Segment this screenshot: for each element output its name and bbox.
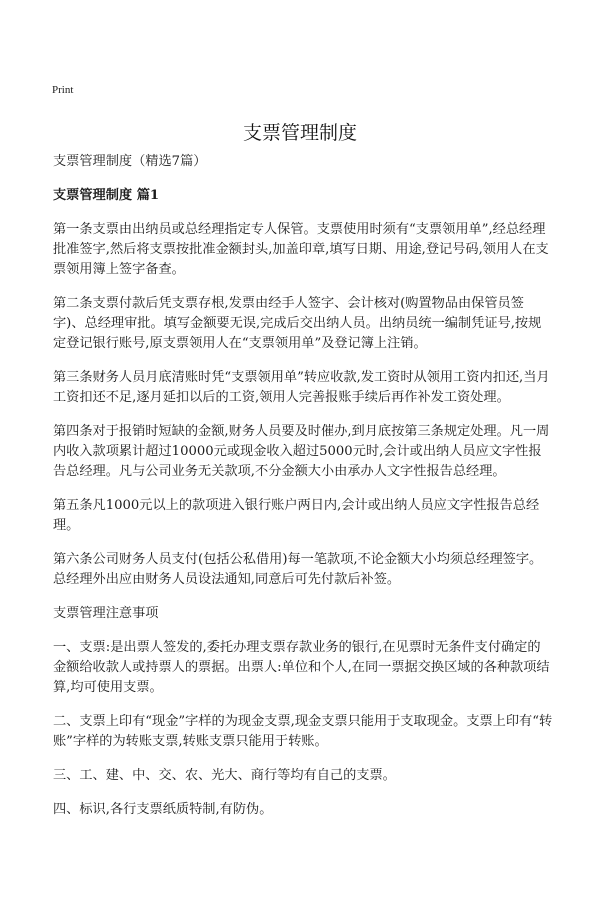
article-paragraph-4: 第四条对于报销时短缺的金额,财务人员要及时催办,到月底按第三条规定处理。凡一周内收入款项累计超过10000元或现金收入超过5000元时,会计或出纳人员应文字性报告总经理。凡与公司业务无关款项,不分金额大小由承办人文字性报告总经理。 bbox=[53, 424, 550, 479]
print-link[interactable]: Print bbox=[52, 84, 74, 96]
note-paragraph-3: 三、工、建、中、交、农、光大、商行等均有自己的支票。 bbox=[53, 768, 396, 783]
article-paragraph-5: 第五条凡1000元以上的款项进入银行账户两日内,会计或出纳人员应文字性报告总经理。 bbox=[53, 498, 540, 533]
document-subtitle: 支票管理制度（精选7篇） bbox=[53, 154, 207, 169]
note-paragraph-4: 四、标识,各行支票纸质特制,有防伪。 bbox=[53, 802, 273, 817]
note-paragraph-1: 一、支票:是出票人签发的,委托办理支票存款业务的银行,在见票时无条件支付确定的金额给收款人或持票人的票据。出票人:单位和个人,在同一票据交换区域的各种款项结算,均可使用支票。 bbox=[53, 640, 550, 695]
article-paragraph-2: 第二条支票付款后凭支票存根,发票由经手人签字、会计核对(购置物品由保管员签字)、总经理审批。填写金额要无误,完成后交出纳人员。出纳员统一编制凭证号,按规定登记银行账号,原支票领用人在“支票领用单”及登记簿上注销。 bbox=[53, 296, 542, 351]
document-body bbox=[53, 152, 553, 834]
article-paragraph-3: 第三条财务人员月底清账时凭“支票领用单”转应收款,发工资时从领用工资内扣还,当月工资扣还不足,逐月延扣以后的工资,领用人完善报账手续后再作补发工资处理。 bbox=[53, 370, 550, 405]
page-title: 支票管理制度 bbox=[242, 122, 357, 144]
note-paragraph-2: 二、支票上印有“现金”字样的为现金支票,现金支票只能用于支取现金。支票上印有“转账”字样的为转账支票,转账支票只能用于转账。 bbox=[53, 714, 553, 749]
section-heading: 支票管理制度 篇1 bbox=[53, 188, 160, 203]
article-paragraph-6: 第六条公司财务人员支付(包括公私借用)每一笔款项,不论金额大小均须总经理签字。总经理外出应由财务人员设法通知,同意后可先付款后补签。 bbox=[53, 552, 543, 587]
notes-heading: 支票管理注意事项 bbox=[53, 606, 159, 621]
article-paragraph-1: 第一条支票由出纳员或总经理指定专人保管。支票使用时须有“支票领用单”,经总经理批准签字,然后将支票按批准金额封头,加盖印章,填写日期、用途,登记号码,领用人在支票领用簿上签字备查。 bbox=[53, 222, 549, 277]
